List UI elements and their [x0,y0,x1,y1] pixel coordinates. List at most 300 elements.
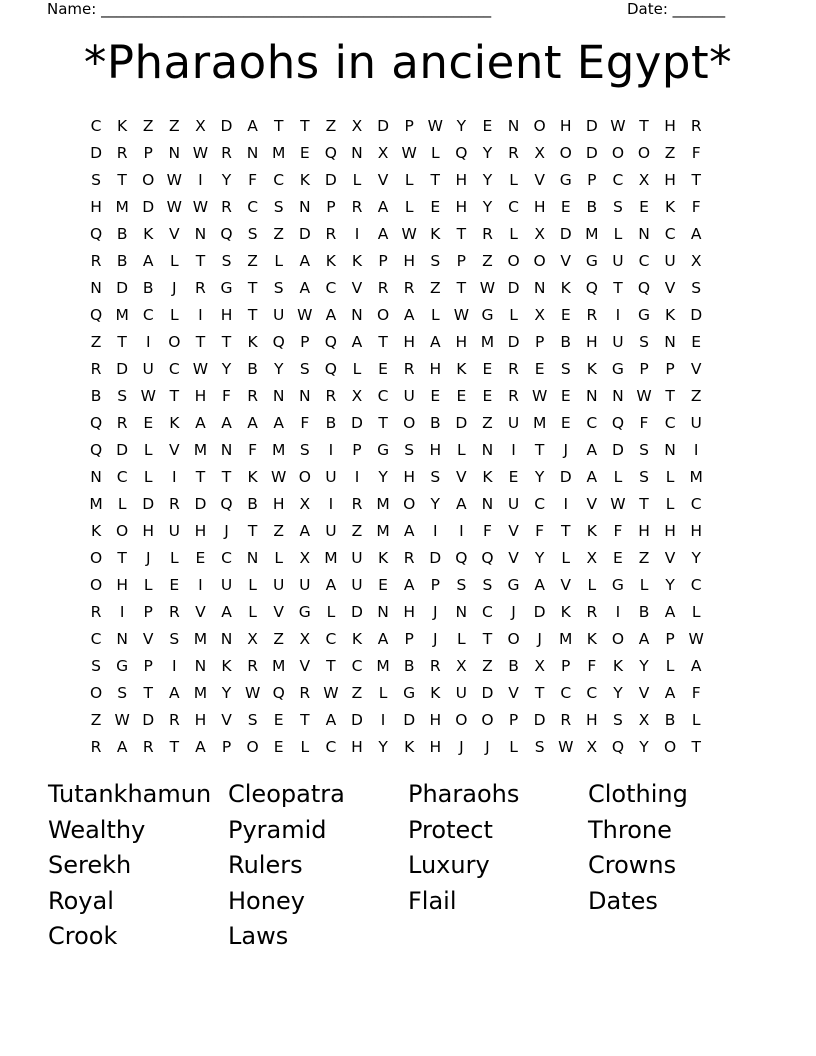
grid-letter[interactable]: H [586,711,598,729]
grid-letter[interactable]: N [481,495,494,513]
grid-letter[interactable]: T [456,279,467,297]
grid-letter[interactable]: L [509,171,518,189]
grid-letter[interactable]: H [403,333,415,351]
grid-letter[interactable]: K [404,738,415,756]
grid-letter[interactable]: S [639,441,649,459]
grid-letter[interactable]: V [560,252,572,270]
grid-letter[interactable]: V [195,603,206,621]
grid-letter[interactable]: B [664,711,676,729]
grid-letter[interactable]: N [507,117,520,135]
grid-letter[interactable]: E [560,306,571,324]
grid-letter[interactable]: Q [220,225,233,243]
grid-letter[interactable]: Y [273,360,284,378]
grid-letter[interactable]: J [145,549,151,567]
grid-letter[interactable]: F [222,387,231,405]
grid-letter[interactable]: C [534,495,546,513]
grid-letter[interactable]: R [221,198,232,216]
grid-letter[interactable]: E [613,549,623,567]
grid-letter[interactable]: G [403,684,416,702]
grid-letter[interactable]: T [195,333,206,351]
grid-letter[interactable]: L [274,252,284,270]
grid-letter[interactable]: A [429,333,441,351]
grid-letter[interactable]: Q [89,441,103,459]
grid-letter[interactable]: L [352,171,362,189]
grid-letter[interactable]: U [142,360,154,378]
grid-letter[interactable]: K [351,252,363,270]
grid-letter[interactable]: H [90,198,102,216]
grid-letter[interactable]: W [427,117,443,135]
grid-letter[interactable]: H [638,522,650,540]
grid-letter[interactable]: Q [585,279,598,297]
grid-letter[interactable]: M [115,198,129,216]
grid-letter[interactable]: O [664,738,677,756]
grid-letter[interactable]: Z [690,387,702,405]
grid-letter[interactable]: C [221,549,232,567]
grid-letter[interactable]: Q [455,144,468,162]
grid-letter[interactable]: D [585,144,598,162]
grid-letter[interactable]: V [169,441,180,459]
grid-letter[interactable]: S [247,225,258,243]
grid-letter[interactable]: O [246,738,259,756]
grid-letter[interactable]: R [690,117,702,135]
grid-letter[interactable]: T [247,279,258,297]
grid-letter[interactable]: R [90,738,102,756]
grid-letter[interactable]: E [482,387,493,405]
grid-letter[interactable]: P [221,738,232,756]
grid-letter[interactable]: R [351,495,363,513]
grid-letter[interactable]: A [664,603,676,621]
grid-letter[interactable]: W [401,144,417,162]
grid-letter[interactable]: M [272,657,286,675]
grid-letter[interactable]: J [459,738,464,756]
grid-letter[interactable]: Q [272,684,285,702]
grid-letter[interactable]: P [534,333,545,351]
grid-letter[interactable]: L [143,468,153,486]
grid-letter[interactable]: H [455,171,468,189]
grid-letter[interactable]: K [456,360,467,378]
grid-letter[interactable]: E [378,360,388,378]
grid-letter[interactable]: F [300,414,310,432]
grid-letter[interactable]: D [611,441,624,459]
grid-letter[interactable]: D [559,468,572,486]
grid-letter[interactable]: C [690,576,702,594]
grid-letter[interactable]: G [481,306,494,324]
grid-letter[interactable]: S [456,576,467,594]
grid-letter[interactable]: T [691,171,701,189]
grid-letter[interactable]: Z [482,414,493,432]
grid-letter[interactable]: K [247,468,258,486]
grid-letter[interactable]: O [89,549,103,567]
grid-letter[interactable]: N [194,225,207,243]
grid-letter[interactable]: V [560,576,572,594]
grid-letter[interactable]: T [169,387,180,405]
grid-letter[interactable]: L [326,603,336,621]
grid-letter[interactable]: U [612,252,624,270]
grid-letter[interactable]: R [325,225,337,243]
grid-letter[interactable]: Z [273,225,285,243]
grid-letter[interactable]: L [691,603,701,621]
grid-letter[interactable]: S [221,252,232,270]
grid-letter[interactable]: N [246,144,259,162]
grid-letter[interactable]: R [508,144,519,162]
grid-letter[interactable]: E [691,333,702,351]
grid-letter[interactable]: R [168,711,180,729]
grid-letter[interactable]: K [665,306,676,324]
grid-letter[interactable]: A [299,279,311,297]
grid-letter[interactable]: W [688,630,704,648]
grid-letter[interactable]: V [508,549,519,567]
grid-letter[interactable]: O [403,414,416,432]
grid-letter[interactable]: T [300,117,310,135]
grid-letter[interactable]: Q [89,225,103,243]
grid-letter[interactable]: H [403,603,415,621]
grid-letter[interactable]: K [586,630,597,648]
grid-letter[interactable]: A [377,225,389,243]
grid-letter[interactable]: S [691,279,702,297]
grid-letter[interactable]: R [195,279,206,297]
grid-letter[interactable]: C [586,414,598,432]
grid-letter[interactable]: C [664,225,676,243]
grid-letter[interactable]: W [401,225,417,243]
grid-letter[interactable]: Z [325,117,337,135]
grid-letter[interactable]: P [378,252,388,270]
grid-letter[interactable]: M [193,630,208,648]
grid-letter[interactable]: Y [221,684,232,702]
grid-letter[interactable]: L [665,657,675,675]
grid-letter[interactable]: L [430,306,440,324]
grid-letter[interactable]: O [298,468,311,486]
grid-letter[interactable]: I [172,657,177,675]
grid-letter[interactable]: I [145,333,151,351]
grid-letter[interactable]: I [615,306,621,324]
grid-letter[interactable]: I [198,576,203,594]
grid-letter[interactable]: P [326,198,336,216]
grid-letter[interactable]: K [560,279,571,297]
grid-letter[interactable]: E [482,360,493,378]
grid-letter[interactable]: Y [221,360,232,378]
grid-letter[interactable]: Y [613,684,623,702]
grid-letter[interactable]: G [377,441,390,459]
grid-letter[interactable]: B [560,333,572,351]
grid-letter[interactable]: A [456,495,467,513]
grid-letter[interactable]: T [482,630,493,648]
grid-letter[interactable]: U [273,306,285,324]
grid-letter[interactable]: D [116,360,129,378]
grid-letter[interactable]: C [325,279,337,297]
grid-letter[interactable]: F [248,171,258,189]
grid-letter[interactable]: E [560,198,571,216]
grid-letter[interactable]: H [455,198,468,216]
grid-letter[interactable]: T [456,225,467,243]
grid-letter[interactable]: Z [482,657,493,675]
grid-letter[interactable]: D [351,414,363,432]
grid-letter[interactable]: N [220,441,233,459]
grid-letter[interactable]: G [585,252,598,270]
grid-letter[interactable]: F [482,522,492,540]
grid-letter[interactable]: A [325,711,337,729]
grid-letter[interactable]: R [508,360,519,378]
grid-letter[interactable]: V [508,684,519,702]
grid-letter[interactable]: T [143,684,153,702]
grid-letter[interactable]: V [638,684,650,702]
grid-letter[interactable]: M [193,684,208,702]
grid-letter[interactable]: H [194,522,207,540]
grid-letter[interactable]: U [351,576,363,594]
grid-letter[interactable]: A [169,684,180,702]
grid-letter[interactable]: E [639,198,649,216]
grid-letter[interactable]: N [377,603,389,621]
grid-letter[interactable]: O [376,306,390,324]
grid-letter[interactable]: Q [272,333,285,351]
grid-letter[interactable]: F [691,198,701,216]
grid-letter[interactable]: R [325,387,337,405]
grid-letter[interactable]: S [299,360,310,378]
grid-letter[interactable]: F [613,522,623,540]
grid-letter[interactable]: H [533,198,546,216]
grid-letter[interactable]: I [198,171,203,189]
grid-letter[interactable]: R [90,252,102,270]
grid-letter[interactable]: H [194,387,207,405]
grid-letter[interactable]: E [169,576,180,594]
grid-letter[interactable]: V [508,522,519,540]
grid-letter[interactable]: M [532,414,547,432]
grid-letter[interactable]: W [323,684,339,702]
grid-letter[interactable]: R [403,360,415,378]
grid-letter[interactable]: G [298,603,311,621]
grid-letter[interactable]: U [325,522,337,540]
grid-letter[interactable]: B [116,225,128,243]
grid-letter[interactable]: X [638,711,650,729]
grid-letter[interactable]: T [117,549,127,567]
grid-letter[interactable]: I [380,711,386,729]
grid-letter[interactable]: A [221,603,232,621]
grid-letter[interactable]: E [508,468,519,486]
grid-letter[interactable]: D [194,495,207,513]
grid-letter[interactable]: W [610,495,626,513]
grid-letter[interactable]: L [587,576,597,594]
grid-letter[interactable]: Z [664,144,676,162]
grid-letter[interactable]: K [325,252,336,270]
grid-letter[interactable]: W [610,117,626,135]
grid-letter[interactable]: P [587,171,597,189]
grid-letter[interactable]: B [90,387,102,405]
grid-letter[interactable]: K [221,657,232,675]
grid-letter[interactable]: B [586,198,598,216]
grid-letter[interactable]: A [142,252,154,270]
grid-letter[interactable]: M [585,225,599,243]
grid-letter[interactable]: C [168,360,180,378]
grid-letter[interactable]: Q [637,279,651,297]
grid-letter[interactable]: D [220,117,233,135]
grid-letter[interactable]: M [480,333,495,351]
grid-letter[interactable]: X [638,171,650,189]
grid-letter[interactable]: K [482,468,493,486]
grid-letter[interactable]: U [507,495,520,513]
grid-letter[interactable]: T [195,252,206,270]
grid-letter[interactable]: O [481,711,494,729]
grid-letter[interactable]: I [328,495,334,513]
grid-letter[interactable]: D [142,495,155,513]
grid-letter[interactable]: W [531,387,548,405]
grid-letter[interactable]: C [664,414,676,432]
grid-letter[interactable]: A [247,414,258,432]
grid-letter[interactable]: H [194,711,207,729]
grid-letter[interactable]: A [377,198,389,216]
grid-letter[interactable]: T [247,522,258,540]
grid-letter[interactable]: O [507,252,520,270]
grid-letter[interactable]: R [351,198,363,216]
grid-letter[interactable]: C [247,198,259,216]
grid-letter[interactable]: N [455,603,468,621]
grid-letter[interactable]: I [354,468,360,486]
grid-letter[interactable]: E [534,360,545,378]
grid-letter[interactable]: Z [273,522,285,540]
grid-letter[interactable]: M [324,549,338,567]
grid-letter[interactable]: W [166,171,182,189]
grid-letter[interactable]: M [193,441,208,459]
grid-letter[interactable]: X [351,387,363,405]
grid-letter[interactable]: N [664,333,676,351]
grid-letter[interactable]: V [586,495,598,513]
grid-letter[interactable]: J [224,522,229,540]
grid-letter[interactable]: L [665,468,675,486]
grid-letter[interactable]: R [377,279,389,297]
grid-letter[interactable]: L [117,495,127,513]
grid-letter[interactable]: L [509,738,518,756]
grid-letter[interactable]: C [90,117,102,135]
grid-letter[interactable]: N [272,387,285,405]
grid-letter[interactable]: K [377,549,389,567]
grid-letter[interactable]: H [403,252,415,270]
grid-letter[interactable]: K [143,225,154,243]
grid-letter[interactable]: W [192,198,209,216]
grid-letter[interactable]: W [297,306,313,324]
grid-letter[interactable]: G [559,171,572,189]
grid-letter[interactable]: R [142,738,154,756]
grid-letter[interactable]: F [691,144,701,162]
grid-letter[interactable]: H [220,306,233,324]
grid-letter[interactable]: E [430,198,441,216]
grid-letter[interactable]: B [247,360,258,378]
grid-letter[interactable]: B [429,414,441,432]
grid-letter[interactable]: L [248,576,257,594]
grid-letter[interactable]: F [639,414,649,432]
grid-letter[interactable]: J [485,738,490,756]
grid-letter[interactable]: H [351,738,363,756]
grid-letter[interactable]: Z [169,117,180,135]
grid-letter[interactable]: N [351,144,363,162]
grid-letter[interactable]: R [482,225,493,243]
grid-letter[interactable]: D [559,225,572,243]
grid-letter[interactable]: C [560,684,572,702]
grid-letter[interactable]: A [221,414,232,432]
grid-letter[interactable]: A [377,630,389,648]
grid-letter[interactable]: S [299,441,310,459]
grid-letter[interactable]: D [429,549,442,567]
grid-letter[interactable]: A [273,414,284,432]
grid-letter[interactable]: R [116,144,128,162]
grid-letter[interactable]: H [272,495,285,513]
grid-letter[interactable]: E [378,576,388,594]
grid-letter[interactable]: Z [142,117,154,135]
grid-letter[interactable]: P [352,441,362,459]
grid-letter[interactable]: G [507,576,520,594]
grid-letter[interactable]: C [377,387,389,405]
grid-letter[interactable]: T [195,468,206,486]
grid-letter[interactable]: C [90,630,102,648]
grid-letter[interactable]: I [172,468,177,486]
grid-letter[interactable]: S [639,333,649,351]
grid-letter[interactable]: P [404,117,414,135]
grid-letter[interactable]: K [586,522,597,540]
grid-letter[interactable]: H [429,360,442,378]
grid-letter[interactable]: E [456,387,467,405]
grid-letter[interactable]: N [533,279,546,297]
grid-letter[interactable]: H [403,468,415,486]
grid-letter[interactable]: W [192,144,209,162]
grid-letter[interactable]: A [403,306,415,324]
grid-letter[interactable]: S [430,468,441,486]
grid-letter[interactable]: R [299,684,311,702]
grid-letter[interactable]: X [534,306,545,324]
grid-letter[interactable]: X [351,117,363,135]
grid-letter[interactable]: C [351,657,363,675]
grid-letter[interactable]: Q [324,360,337,378]
grid-letter[interactable]: O [611,144,625,162]
grid-letter[interactable]: Y [221,171,232,189]
grid-letter[interactable]: Z [429,279,441,297]
grid-letter[interactable]: C [612,171,624,189]
grid-letter[interactable]: B [638,603,650,621]
grid-letter[interactable]: Y [639,657,649,675]
grid-letter[interactable]: N [246,549,259,567]
grid-letter[interactable]: A [351,333,363,351]
grid-letter[interactable]: N [116,630,128,648]
grid-letter[interactable]: V [690,360,702,378]
grid-letter[interactable]: I [119,603,125,621]
grid-letter[interactable]: Q [455,549,468,567]
grid-letter[interactable]: P [143,144,153,162]
grid-letter[interactable]: M [376,657,390,675]
grid-letter[interactable]: K [117,117,128,135]
grid-letter[interactable]: W [114,711,130,729]
grid-letter[interactable]: H [664,117,676,135]
grid-letter[interactable]: Y [691,549,701,567]
grid-letter[interactable]: I [354,225,360,243]
grid-letter[interactable]: N [586,387,598,405]
grid-letter[interactable]: A [247,117,258,135]
grid-letter[interactable]: H [429,711,442,729]
grid-letter[interactable]: X [690,252,702,270]
grid-letter[interactable]: T [247,306,258,324]
grid-letter[interactable]: L [404,198,414,216]
grid-letter[interactable]: L [404,171,414,189]
grid-letter[interactable]: S [639,468,649,486]
grid-letter[interactable]: M [376,495,390,513]
grid-letter[interactable]: C [273,171,285,189]
grid-letter[interactable]: Y [665,576,675,594]
grid-letter[interactable]: O [455,711,468,729]
grid-letter[interactable]: D [533,603,546,621]
grid-letter[interactable]: L [509,306,518,324]
grid-letter[interactable]: D [142,711,155,729]
grid-letter[interactable]: L [613,468,623,486]
grid-letter[interactable]: U [351,549,363,567]
grid-letter[interactable]: H [690,522,703,540]
grid-letter[interactable]: L [457,441,466,459]
grid-letter[interactable]: K [299,171,310,189]
grid-letter[interactable]: H [429,441,442,459]
